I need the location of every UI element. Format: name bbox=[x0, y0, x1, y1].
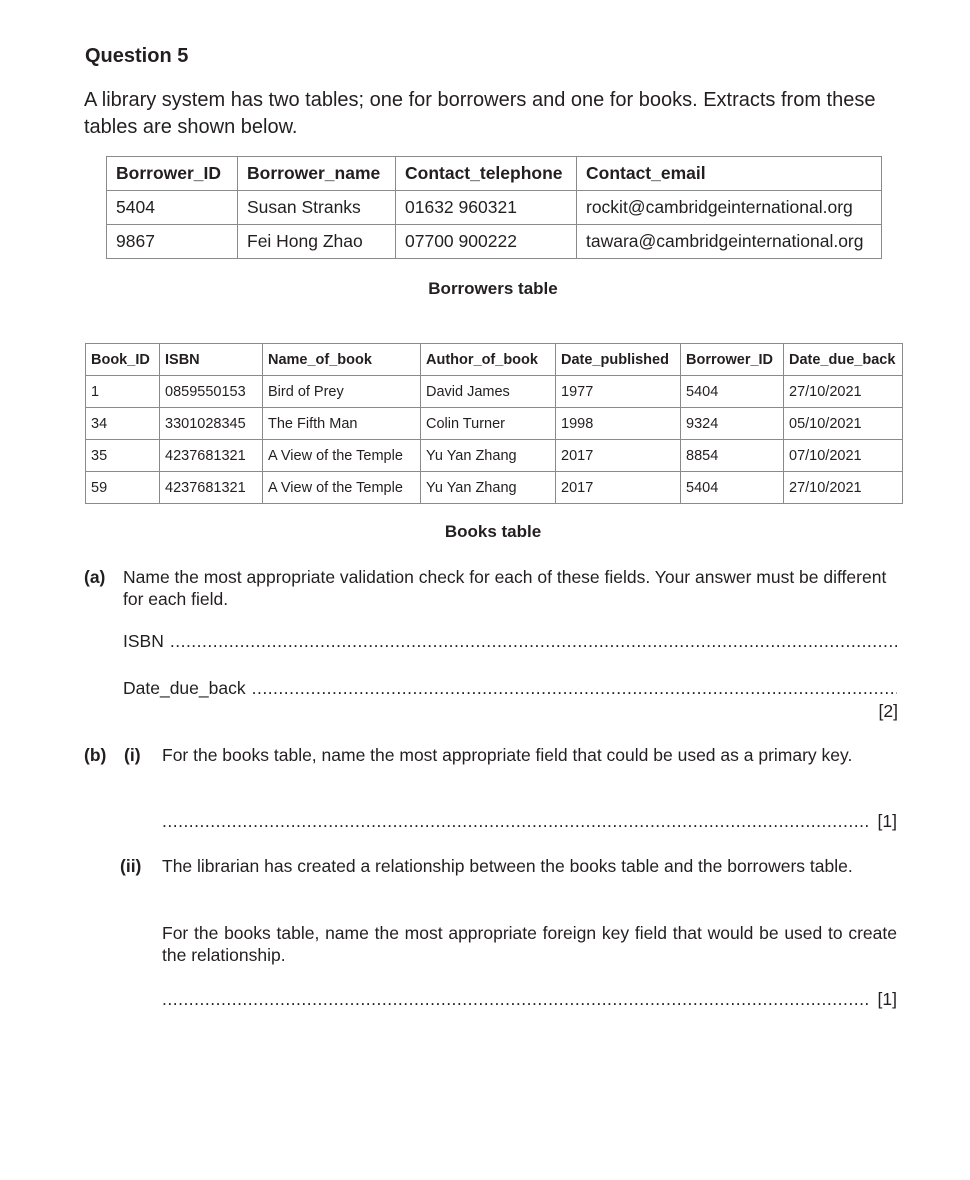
table-cell: 1998 bbox=[556, 408, 681, 440]
table-header: Book_ID bbox=[86, 344, 160, 376]
part-a-marks: [2] bbox=[878, 701, 898, 721]
date-due-back-answer-line[interactable] bbox=[123, 678, 897, 699]
table-header-row bbox=[86, 344, 903, 376]
table-cell: Fei Hong Zhao bbox=[238, 225, 396, 259]
table-cell: Yu Yan Zhang bbox=[421, 440, 556, 472]
table-row bbox=[86, 408, 903, 440]
table-cell: 9324 bbox=[681, 408, 784, 440]
part-b-i-marks: [1] bbox=[877, 811, 897, 831]
table-cell: 8854 bbox=[681, 440, 784, 472]
answer-dots bbox=[162, 989, 870, 1010]
part-b-ii-marks: [1] bbox=[877, 989, 897, 1009]
isbn-answer-line[interactable] bbox=[123, 631, 897, 652]
table-cell: 59 bbox=[86, 472, 160, 504]
table-cell: David James bbox=[421, 376, 556, 408]
borrowers-table bbox=[106, 156, 882, 259]
table-row bbox=[86, 472, 903, 504]
table-cell: 05/10/2021 bbox=[784, 408, 903, 440]
table-header: Contact_email bbox=[577, 157, 882, 191]
answer-dots bbox=[170, 631, 897, 652]
table-cell: 9867 bbox=[107, 225, 238, 259]
table-header-row bbox=[107, 157, 882, 191]
table-cell: 35 bbox=[86, 440, 160, 472]
table-cell: 5404 bbox=[681, 376, 784, 408]
table-cell: The Fifth Man bbox=[263, 408, 421, 440]
table-cell: 1977 bbox=[556, 376, 681, 408]
date-due-back-label: Date_due_back bbox=[123, 678, 246, 698]
isbn-label: ISBN bbox=[123, 631, 164, 651]
table-cell: rockit@cambridgeinternational.org bbox=[577, 191, 882, 225]
table-header: Date_published bbox=[556, 344, 681, 376]
table-cell: A View of the Temple bbox=[263, 440, 421, 472]
table-row bbox=[107, 225, 882, 259]
table-cell: 27/10/2021 bbox=[784, 472, 903, 504]
table-cell: Susan Stranks bbox=[238, 191, 396, 225]
table-cell: 07700 900222 bbox=[396, 225, 577, 259]
part-b-ii-text-2: For the books table, name the most appropriate foreign key field that would be used to create the relationship. bbox=[162, 923, 897, 965]
books-table bbox=[85, 343, 903, 504]
table-cell: 27/10/2021 bbox=[784, 376, 903, 408]
part-b-i-label: (i) bbox=[124, 745, 141, 765]
table-header: Name_of_book bbox=[263, 344, 421, 376]
part-b-i-text: For the books table, name the most appropriate field that could be used as a primary key. bbox=[162, 745, 853, 765]
question-title: Question 5 bbox=[85, 45, 189, 67]
primary-key-answer-line[interactable] bbox=[162, 811, 897, 832]
table-header: Borrower_name bbox=[238, 157, 396, 191]
table-cell: tawara@cambridgeinternational.org bbox=[577, 225, 882, 259]
table-cell: 4237681321 bbox=[160, 472, 263, 504]
table-header: Contact_telephone bbox=[396, 157, 577, 191]
borrowers-table-caption: Borrowers table bbox=[428, 279, 558, 298]
table-row bbox=[86, 376, 903, 408]
part-b-ii-label: (ii) bbox=[120, 856, 142, 876]
table-cell: 3301028345 bbox=[160, 408, 263, 440]
table-row bbox=[107, 191, 882, 225]
table-cell: Yu Yan Zhang bbox=[421, 472, 556, 504]
table-header: Borrower_ID bbox=[107, 157, 238, 191]
table-cell: 0859550153 bbox=[160, 376, 263, 408]
table-cell: 2017 bbox=[556, 440, 681, 472]
table-header: Author_of_book bbox=[421, 344, 556, 376]
table-cell: 34 bbox=[86, 408, 160, 440]
table-cell: 5404 bbox=[107, 191, 238, 225]
table-row bbox=[86, 440, 903, 472]
part-a-text: Name the most appropriate validation check for each of these fields. Your answer must be different for each field. bbox=[123, 567, 887, 609]
table-cell: 5404 bbox=[681, 472, 784, 504]
table-cell: A View of the Temple bbox=[263, 472, 421, 504]
table-cell: 07/10/2021 bbox=[784, 440, 903, 472]
table-cell: 4237681321 bbox=[160, 440, 263, 472]
table-cell: 2017 bbox=[556, 472, 681, 504]
table-cell: 01632 960321 bbox=[396, 191, 577, 225]
question-intro: A library system has two tables; one for borrowers and one for books. Extracts from these tables are shown below. bbox=[84, 89, 876, 138]
table-header: ISBN bbox=[160, 344, 263, 376]
table-cell: Bird of Prey bbox=[263, 376, 421, 408]
books-table-caption: Books table bbox=[444, 522, 542, 541]
table-cell: Colin Turner bbox=[421, 408, 556, 440]
part-b-label: (b) bbox=[84, 745, 107, 765]
part-b-ii-text-1: The librarian has created a relationship between the books table and the borrowers table. bbox=[162, 856, 853, 876]
table-header: Borrower_ID bbox=[681, 344, 784, 376]
table-cell: 1 bbox=[86, 376, 160, 408]
part-a-label: (a) bbox=[84, 567, 106, 587]
table-header: Date_due_back bbox=[784, 344, 903, 376]
answer-dots bbox=[162, 811, 870, 832]
answer-dots bbox=[252, 678, 897, 699]
foreign-key-answer-line[interactable] bbox=[162, 989, 897, 1010]
